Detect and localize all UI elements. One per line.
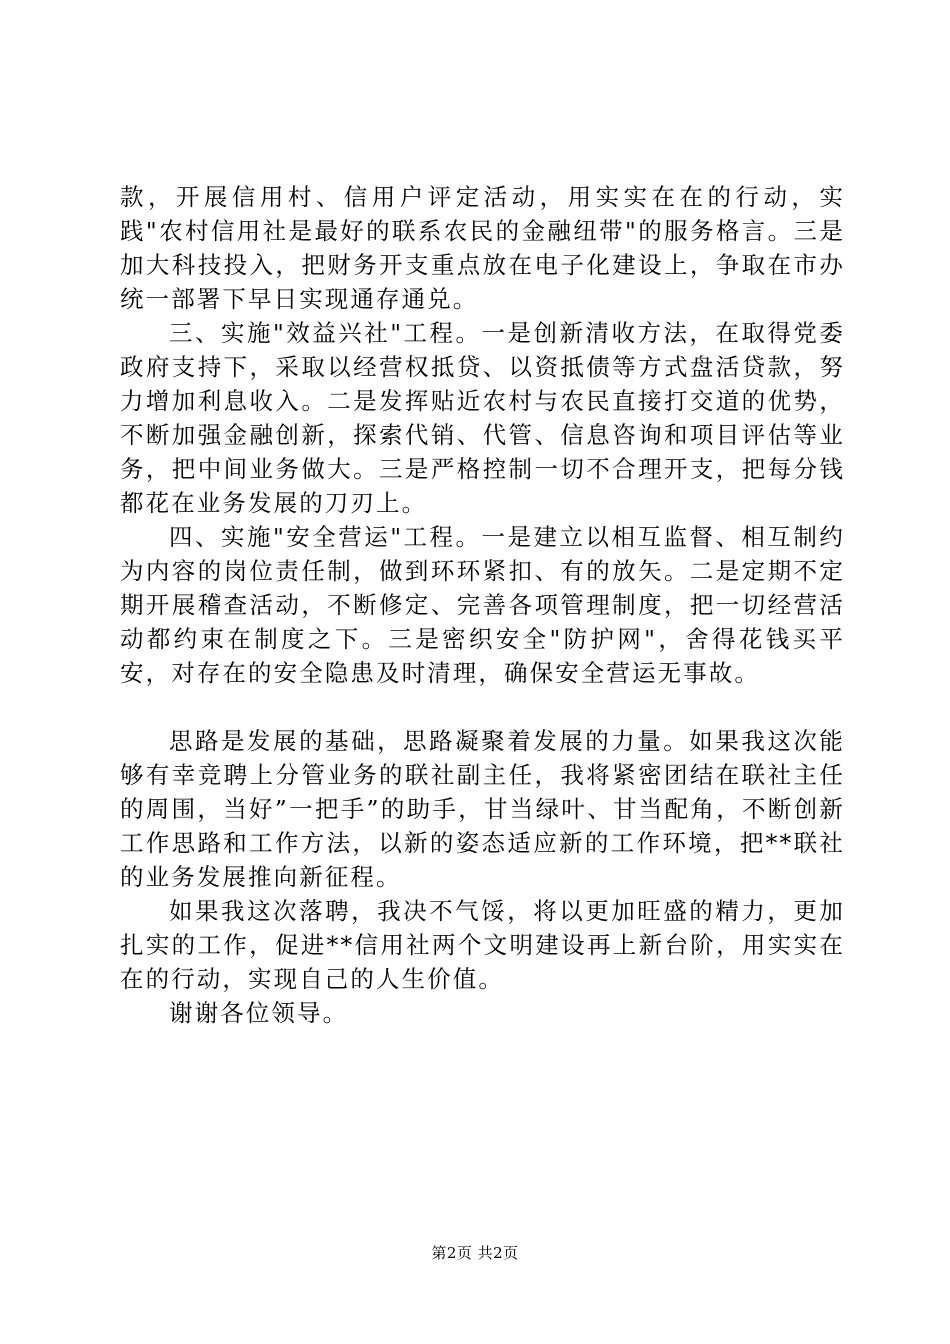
document-body — [120, 180, 845, 1030]
paragraph-thinking: 思路是发展的基础，思路凝聚着发展的力量。如果我这次能够有幸竞聘上分管业务的联社副主任，我将紧密团结在联社主任的周围，当好”一把手”的助手，甘当绿叶、甘当配角，不断创新工作思路和工作方法，以新的姿态适应新的工作环境，把**联社的业务发展推向新征程。 — [120, 727, 845, 891]
paragraph-section-three: 三、实施"效益兴社"工程。一是创新清收方法，在取得党委政府支持下，采取以经营权抵贷、以资抵债等方式盘活贷款，努力增加利息收入。二是发挥贴近农村与农民直接打交道的优势，不断加强金融创新，探索代销、代管、信息咨询和项目评估等业务，把中间业务做大。三是严格控制一切不合理开支，把每分钱都花在业务发展的刀刃上。 — [120, 319, 845, 517]
paragraph-section-four: 四、实施"安全营运"工程。一是建立以相互监督、相互制约为内容的岗位责任制，做到环环紧扣、有的放矢。二是定期不定期开展稽查活动，不断修定、完善各项管理制度，把一切经营活动都约束在制度之下。三是密织安全"防护网"，舍得花钱买平安，对存在的安全隐患及时清理，确保安全营运无事故。 — [120, 523, 845, 687]
paragraph-if-not-hired: 如果我这次落聘，我决不气馁，将以更加旺盛的精力，更加扎实的工作，促进**信用社两个文明建设再上新台阶，用实实在在的行动，实现自己的人生价值。 — [120, 897, 845, 993]
paragraph-continuation: 款，开展信用村、信用户评定活动，用实实在在的行动，实践"农村信用社是最好的联系农民的金融纽带"的服务格言。三是加大科技投入，把财务开支重点放在电子化建设上，争取在市办统一部署下早日实现通存通兑。 — [120, 183, 845, 313]
page-footer: 第2页 共2页 — [431, 1244, 519, 1262]
paragraph-thanks: 谢谢各位领导。 — [169, 999, 349, 1027]
paragraph-spacer — [120, 690, 845, 724]
